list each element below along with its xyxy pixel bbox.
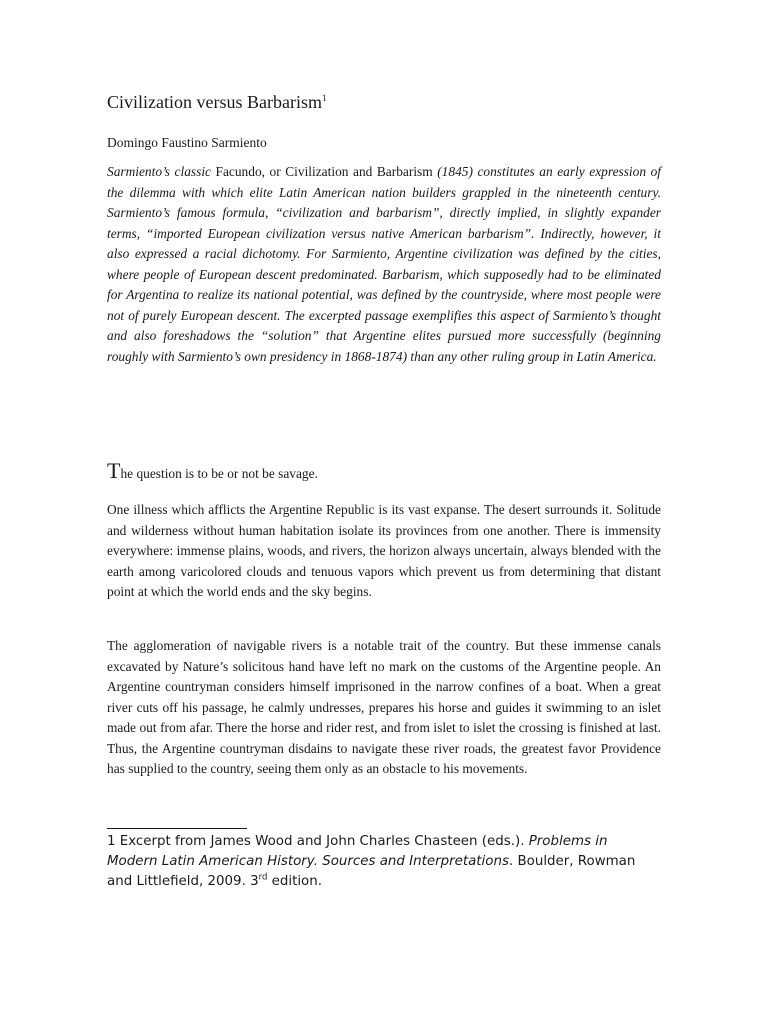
intro-paragraph (107, 162, 661, 367)
document-title (107, 92, 326, 113)
footnote-text-part2: . Boulder, Rowman and Littlefield, 2009. 3 (107, 854, 636, 889)
opening-line (107, 458, 318, 484)
footnote-text-part1: Excerpt from James Wood and John Charles Chasteen (eds.). (115, 834, 529, 849)
author-name: Domingo Faustino Sarmiento (107, 135, 267, 150)
footnote-book-title: Problems in Modern Latin American History. Sources and Interpretations (107, 834, 608, 869)
footnote-number: 1 (107, 834, 116, 849)
body-paragraph-2: The agglomeration of navigable rivers is a notable trait of the country. But these immense canals excavated by Nature’s solicitous hand have left no mark on the customs of the Argentine people. An Argentine countryman considers himself imprisoned in the narrow confines of a boat. When a great river cuts off his passage, he calmly undresses, prepares his horse and guides it swimming to an islet made out from afar. There the horse and rider rest, and from islet to islet the crossing is finished at last. Thus, the Argentine countryman disdains to navigate these river roads, the greatest favor Providence has supplied to the country, seeing them only as an obstacle to his movements. (107, 638, 661, 776)
footnote-separator (107, 828, 247, 829)
footnote-marker[interactable]: 1 (321, 93, 327, 103)
footnote-text-part3: edition. (267, 874, 322, 889)
dropcap-letter: T (107, 458, 121, 483)
footnote (107, 832, 661, 892)
body-paragraph-1: One illness which afflicts the Argentine Republic is its vast expanse. The desert surrounds it. Solitude and wilderness without human habitation isolate its provinces from one another. There is immensity everywhere: immense plains, woods, and rivers, the horizon always uncertain, always blended with the earth among varicolored clouds and tenuous vapors which prevent us from determining that distant point at which the world ends and the sky begins. (107, 502, 661, 599)
intro-text-part2: (1845) constitutes an early expression of the dilemma with which elite Latin American nation builders grappled in the nineteenth century. Sarmiento’s famous formula, “civilization and barbarism”, directly implied, in slightly expander terms, “imported European civilization versus native American barbarism”. Indirectly, however, it also expressed a racial dichotomy. For Sarmiento, Argentine civilization was defined by the cities, where people of European descent predominated. Barbarism, which supposedly had to be eliminated for Argentina to realize its national potential, was defined by the countryside, where most people were not of purely European descent. The excerpted passage exemplifies this aspect of Sarmiento’s thought and also foreshadows the “solution” that Argentine elites pursued more successfully (beginning roughly with Sarmiento’s own presidency in 1868-1874) than any other ruling group in Latin America. (107, 164, 661, 364)
intro-text-part1: Sarmiento’s classic (107, 164, 216, 179)
title-text: Civilization versus Barbarism (107, 92, 322, 112)
footnote-ordinal-suffix: rd (258, 872, 268, 883)
book-title: Facundo, or Civilization and Barbarism (215, 164, 433, 179)
opening-line-text: he question is to be or not be savage. (120, 466, 318, 481)
